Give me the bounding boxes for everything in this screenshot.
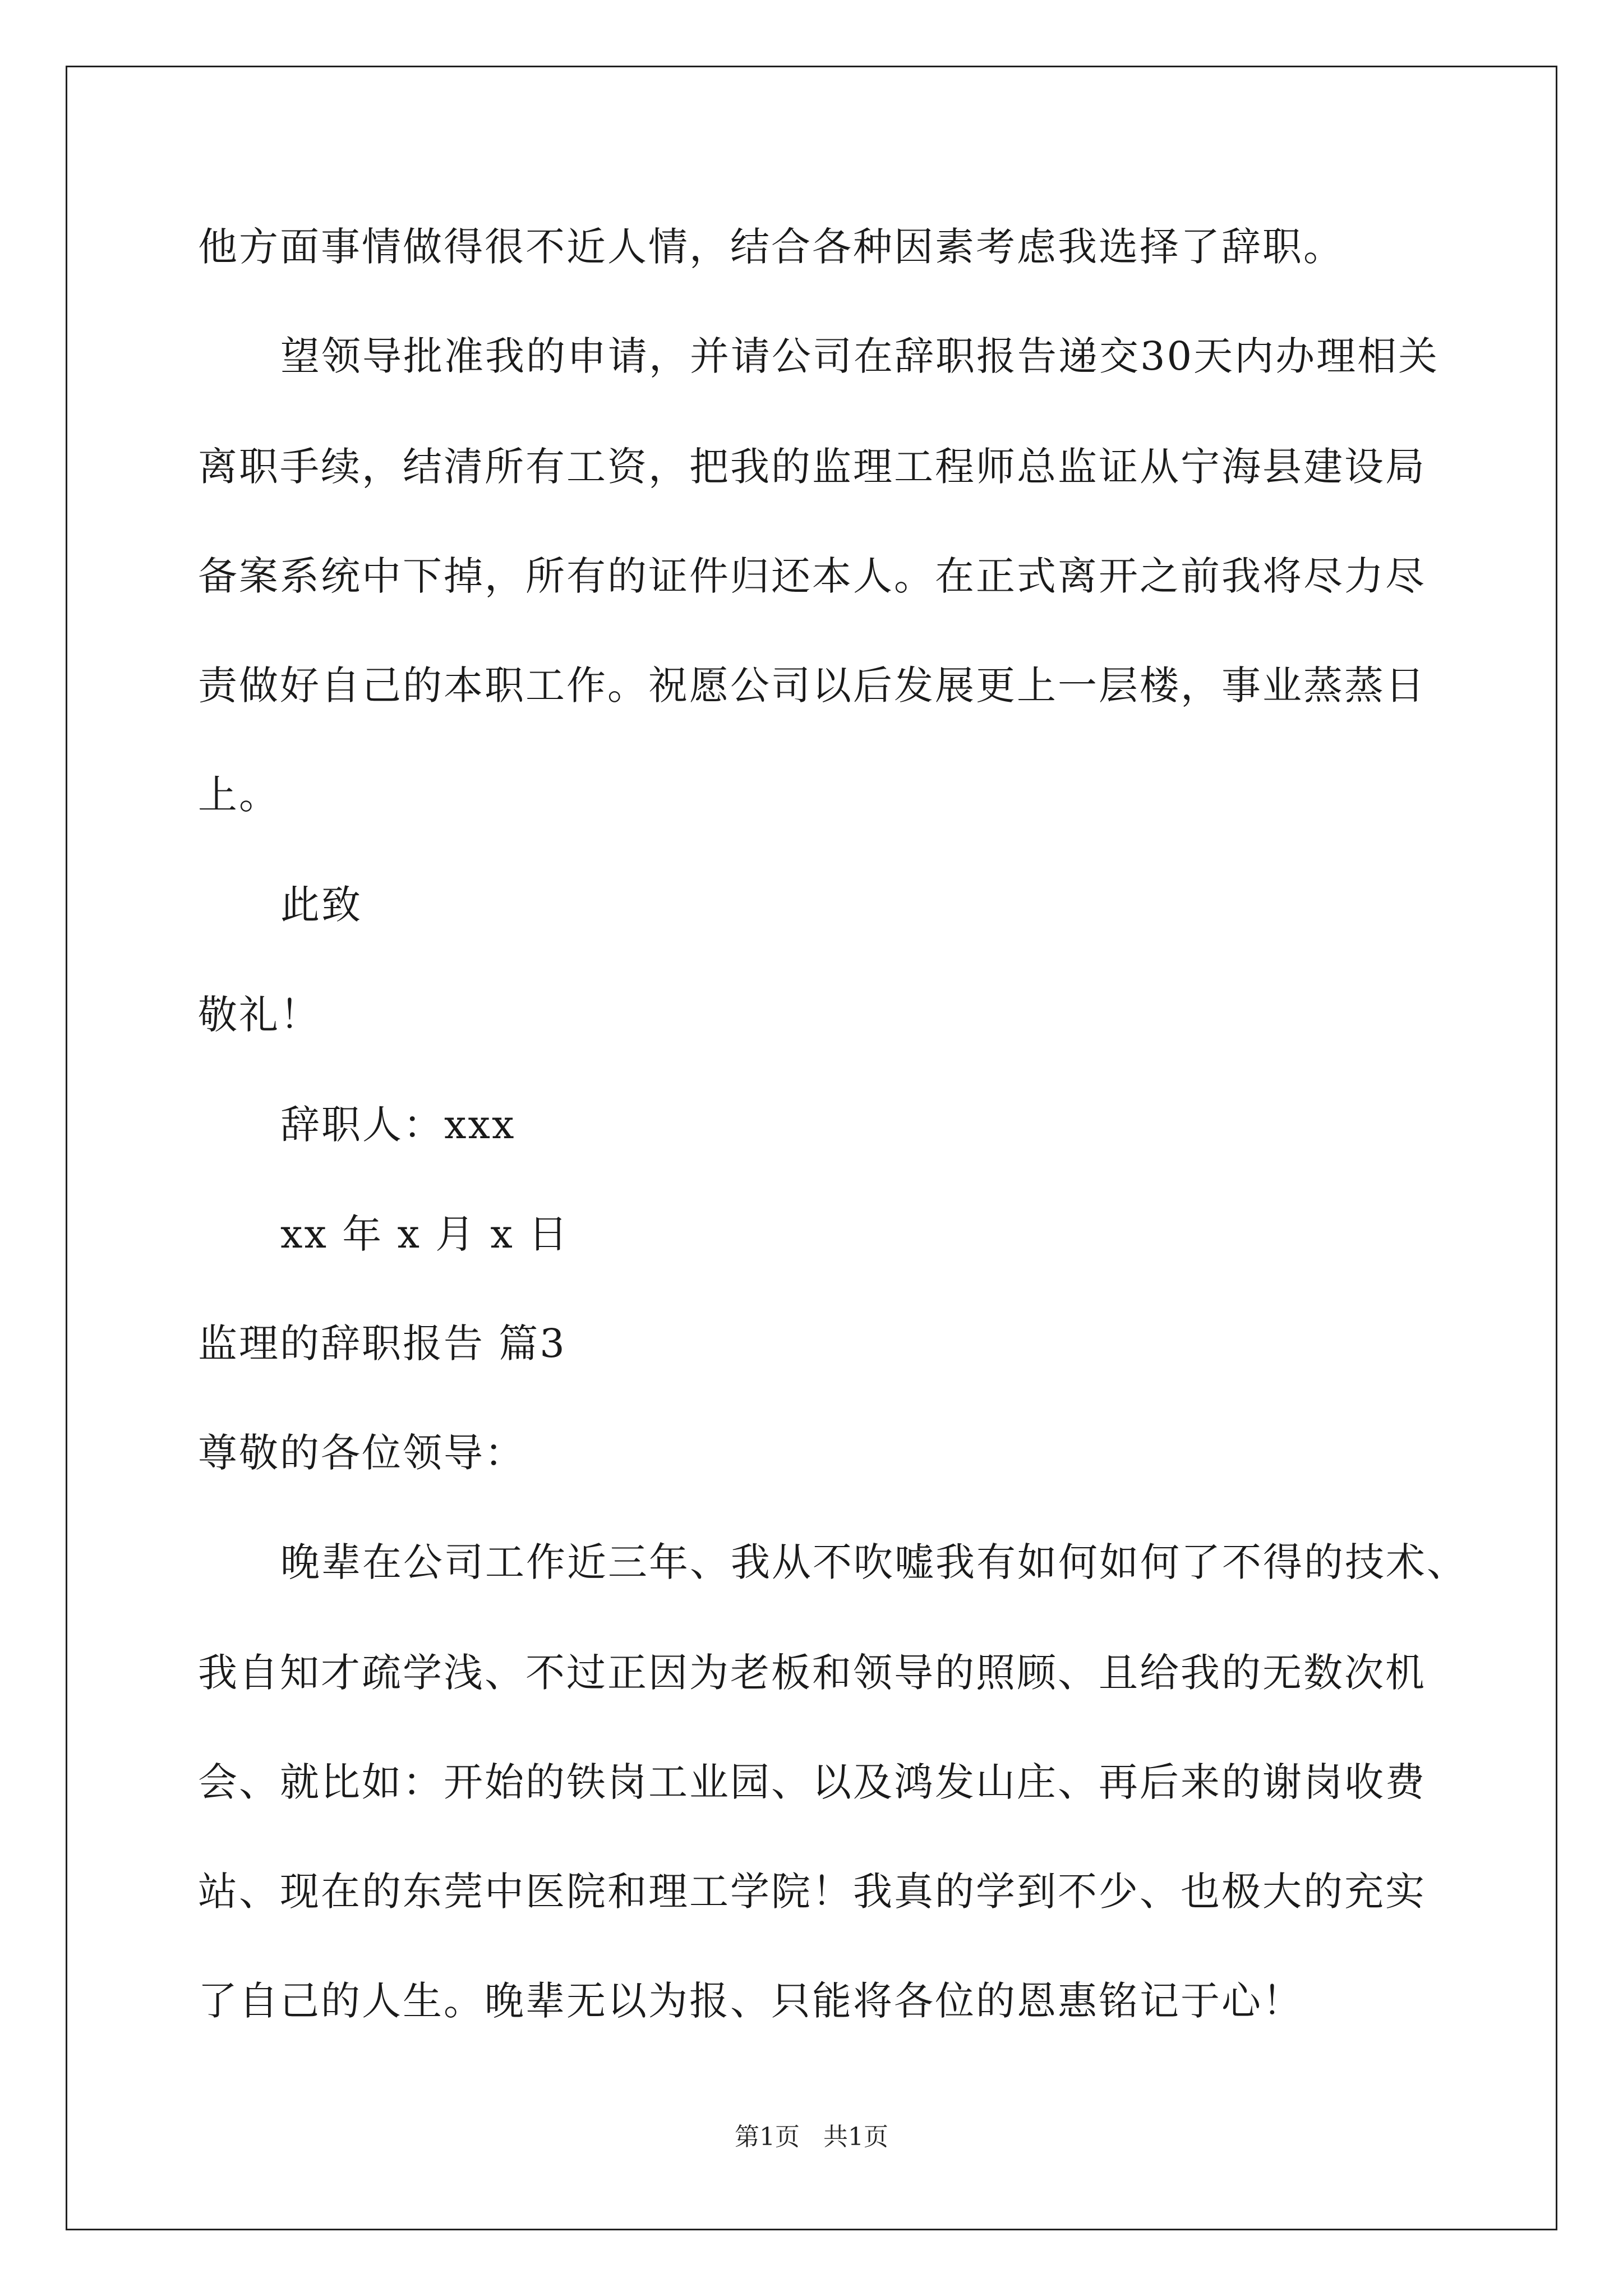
date-line: xx 年 x 月 x 日 bbox=[280, 1211, 570, 1257]
page-total: 共1页 bbox=[823, 2123, 888, 2151]
greeting: 尊敬的各位领导： bbox=[198, 1430, 525, 1476]
page-number: 第1页 bbox=[735, 2123, 800, 2151]
paragraph-line: 会、就比如：开始的铁岗工业园、以及鸿发山庄、再后来的谢岗收费 bbox=[198, 1759, 1426, 1805]
page-footer bbox=[0, 2122, 1623, 2153]
paragraph-line: 望领导批准我的申请，并请公司在辞职报告递交30天内办理相关 bbox=[280, 333, 1440, 379]
closing-regards: 敬礼！ bbox=[198, 992, 321, 1038]
paragraph-line: 离职手续，结清所有工资，把我的监理工程师总监证从宁海县建设局 bbox=[198, 444, 1426, 490]
section-heading: 监理的辞职报告 篇3 bbox=[198, 1320, 566, 1366]
paragraph-line: 了自己的人生。晚辈无以为报、只能将各位的恩惠铭记于心！ bbox=[198, 1978, 1303, 2024]
paragraph-line: 站、现在的东莞中医院和理工学院！我真的学到不少、也极大的充实 bbox=[198, 1869, 1426, 1915]
closing-salutation: 此致 bbox=[280, 882, 362, 928]
paragraph-line: 晚辈在公司工作近三年、我从不吹嘘我有如何如何了不得的技术、 bbox=[280, 1539, 1468, 1585]
paragraph-line: 责做好自己的本职工作。祝愿公司以后发展更上一层楼，事业蒸蒸日 bbox=[198, 662, 1426, 708]
paragraph-line: 上。 bbox=[198, 772, 280, 818]
signatory: 辞职人：xxx bbox=[280, 1102, 516, 1148]
paragraph-line: 我自知才疏学浅、不过正因为老板和领导的照顾、且给我的无数次机 bbox=[198, 1650, 1426, 1696]
paragraph-line: 他方面事情做得很不近人情，结合各种因素考虑我选择了辞职。 bbox=[198, 224, 1344, 270]
paragraph-line: 备案系统中下掉，所有的证件归还本人。在正式离开之前我将尽力尽 bbox=[198, 553, 1426, 599]
